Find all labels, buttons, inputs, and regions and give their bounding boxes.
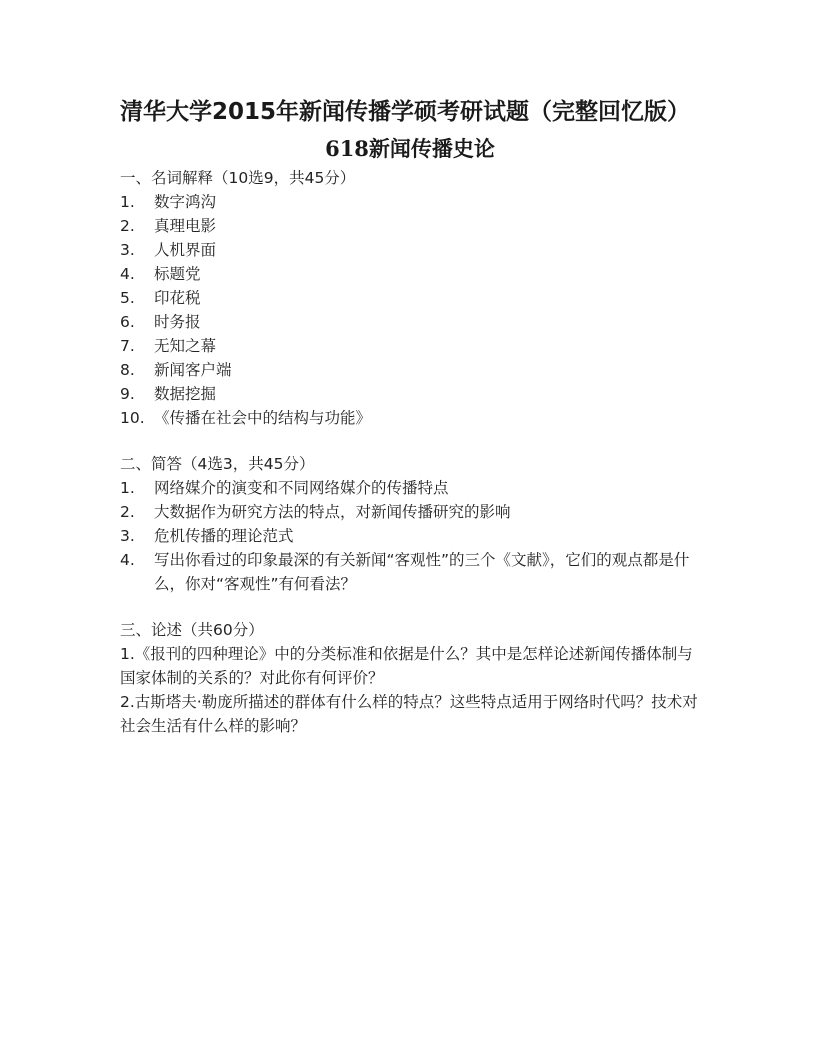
list-item <box>120 262 700 286</box>
item-number: 4. <box>120 265 135 283</box>
list-item <box>120 190 700 214</box>
item-number: 5. <box>120 289 135 307</box>
item-text: 标题党 <box>154 265 201 283</box>
section-term-definitions <box>120 166 700 430</box>
item-text: 危机传播的理论范式 <box>154 527 294 545</box>
list-item <box>120 358 700 382</box>
item-number: 2. <box>120 503 135 521</box>
section-heading: 三、论述（共60分） <box>120 621 264 639</box>
item-number: 2. <box>120 217 135 235</box>
document-page <box>120 96 700 738</box>
list-item <box>120 238 700 262</box>
list-item <box>120 334 700 358</box>
spacer <box>120 596 700 618</box>
item-text: 数据挖掘 <box>154 385 217 403</box>
list-item <box>120 548 700 596</box>
item-number: 3. <box>120 527 135 545</box>
document-title: 清华大学2015年新闻传播学硕考研试题（完整回忆版） <box>120 99 691 125</box>
item-number: 1. <box>120 193 135 211</box>
essay-question: 2.古斯塔夫·勒庞所描述的群体有什么样的特点？这些特点适用于网络时代吗？技术对社会生活有什么样的影响？ <box>120 693 698 735</box>
item-text: 网络媒介的演变和不同网络媒介的传播特点 <box>154 479 449 497</box>
spacer <box>120 430 700 452</box>
section-essay <box>120 618 700 738</box>
list-item <box>120 476 700 500</box>
item-text: 印花税 <box>154 289 201 307</box>
list-item <box>120 214 700 238</box>
list-item <box>120 382 700 406</box>
list-item <box>120 310 700 334</box>
item-number: 3. <box>120 241 135 259</box>
item-number: 9. <box>120 385 135 403</box>
item-text: 无知之幕 <box>154 337 217 355</box>
item-text: 时务报 <box>154 313 201 331</box>
item-text: 人机界面 <box>154 241 217 259</box>
item-text: 新闻客户端 <box>154 361 232 379</box>
list-item <box>120 286 700 310</box>
item-text: 写出你看过的印象最深的有关新闻“客观性”的三个《文献》，它们的观点都是什么，你对“客观性”有何看法？ <box>154 551 690 593</box>
item-number: 10. <box>120 409 145 427</box>
essay-question: 1.《报刊的四种理论》中的分类标准和依据是什么？其中是怎样论述新闻传播体制与国家体制的关系的？对此你有何评价？ <box>120 645 693 687</box>
item-number: 4. <box>120 551 135 569</box>
exam-subject-title: 618新闻传播史论 <box>325 136 495 161</box>
item-number: 8. <box>120 361 135 379</box>
item-text: 《传播在社会中的结构与功能》 <box>154 409 372 427</box>
item-number: 6. <box>120 313 135 331</box>
list-item <box>120 500 700 524</box>
section-heading: 二、简答（4选3，共45分） <box>120 455 315 473</box>
item-number: 1. <box>120 479 135 497</box>
item-text: 大数据作为研究方法的特点，对新闻传播研究的影响 <box>154 503 511 521</box>
item-number: 7. <box>120 337 135 355</box>
list-item <box>120 524 700 548</box>
item-text: 真理电影 <box>154 217 217 235</box>
list-item <box>120 406 700 430</box>
section-heading: 一、名词解释（10选9，共45分） <box>120 169 356 187</box>
item-text: 数字鸿沟 <box>154 193 217 211</box>
section-short-answer <box>120 452 700 596</box>
